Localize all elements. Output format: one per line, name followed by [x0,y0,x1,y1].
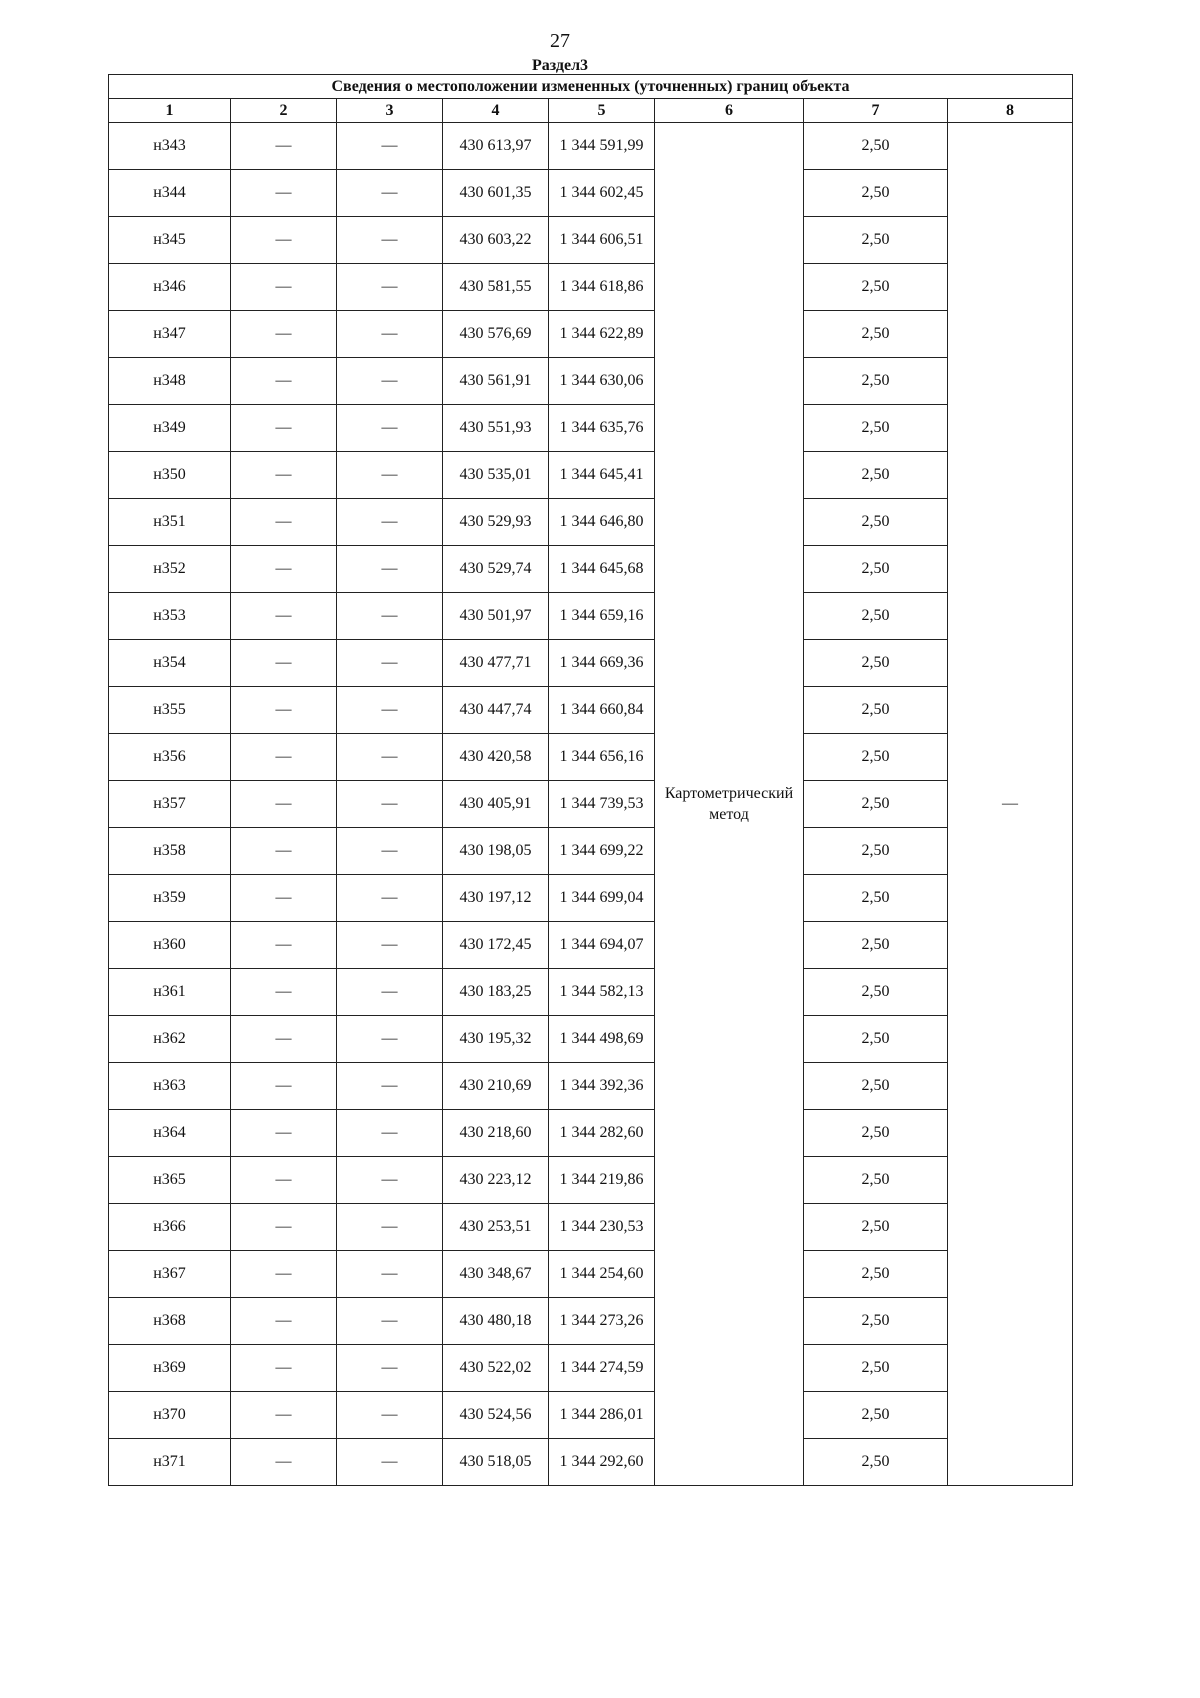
point-name-cell: н362 [109,1016,231,1063]
y-coordinate-cell: 1 344 694,07 [549,922,655,969]
table-row [109,217,1073,264]
table-row [109,875,1073,922]
table-row [109,1110,1073,1157]
column-3-cell: — [337,1439,443,1486]
column-header: 8 [948,99,1073,123]
accuracy-cell: 2,50 [804,781,948,828]
column-3-cell: — [337,1157,443,1204]
column-3-cell: — [337,405,443,452]
column-2-cell: — [231,1251,337,1298]
table-row [109,1298,1073,1345]
point-name-cell: н370 [109,1392,231,1439]
accuracy-cell: 2,50 [804,1439,948,1486]
column-2-cell: — [231,875,337,922]
column-2-cell: — [231,1439,337,1486]
section-title: Раздел3 [531,57,589,74]
column-2-cell: — [231,969,337,1016]
table-caption: Сведения о местоположении измененных (уточненных) границ объекта [109,75,1073,99]
table-row [109,546,1073,593]
accuracy-cell: 2,50 [804,1157,948,1204]
column-2-cell: — [231,452,337,499]
point-name-cell: н366 [109,1204,231,1251]
point-name-cell: н345 [109,217,231,264]
point-name-cell: н361 [109,969,231,1016]
column-3-cell: — [337,452,443,499]
column-3-cell: — [337,781,443,828]
table-row [109,1063,1073,1110]
y-coordinate-cell: 1 344 273,26 [549,1298,655,1345]
column-header: 7 [804,99,948,123]
y-coordinate-cell: 1 344 635,76 [549,405,655,452]
accuracy-cell: 2,50 [804,123,948,170]
table-row [109,640,1073,687]
accuracy-cell: 2,50 [804,452,948,499]
column-3-cell: — [337,1392,443,1439]
point-name-cell: н359 [109,875,231,922]
column-3-cell: — [337,546,443,593]
y-coordinate-cell: 1 344 230,53 [549,1204,655,1251]
point-name-cell: н348 [109,358,231,405]
accuracy-cell: 2,50 [804,828,948,875]
accuracy-cell: 2,50 [804,217,948,264]
column-3-cell: — [337,170,443,217]
x-coordinate-cell: 430 210,69 [443,1063,549,1110]
accuracy-cell: 2,50 [804,311,948,358]
point-name-cell: н349 [109,405,231,452]
x-coordinate-cell: 430 518,05 [443,1439,549,1486]
column-3-cell: — [337,1063,443,1110]
column-2-cell: — [231,217,337,264]
x-coordinate-cell: 430 477,71 [443,640,549,687]
y-coordinate-cell: 1 344 254,60 [549,1251,655,1298]
point-name-cell: н364 [109,1110,231,1157]
column-2-cell: — [231,828,337,875]
y-coordinate-cell: 1 344 645,68 [549,546,655,593]
column-3-cell: — [337,499,443,546]
x-coordinate-cell: 430 522,02 [443,1345,549,1392]
column-2-cell: — [231,1298,337,1345]
point-name-cell: н344 [109,170,231,217]
accuracy-cell: 2,50 [804,1392,948,1439]
column-2-cell: — [231,922,337,969]
accuracy-cell: 2,50 [804,1298,948,1345]
column-2-cell: — [231,1016,337,1063]
table-row [109,1392,1073,1439]
x-coordinate-cell: 430 601,35 [443,170,549,217]
y-coordinate-cell: 1 344 286,01 [549,1392,655,1439]
y-coordinate-cell: 1 344 618,86 [549,264,655,311]
x-coordinate-cell: 430 223,12 [443,1157,549,1204]
accuracy-cell: 2,50 [804,499,948,546]
column-3-cell: — [337,311,443,358]
accuracy-cell: 2,50 [804,358,948,405]
table-row [109,593,1073,640]
table-row [109,1157,1073,1204]
y-coordinate-cell: 1 344 669,36 [549,640,655,687]
column-2-cell: — [231,546,337,593]
method-cell: Картометрический метод [655,123,804,1486]
column-3-cell: — [337,1204,443,1251]
accuracy-cell: 2,50 [804,170,948,217]
column-2-cell: — [231,264,337,311]
table-row [109,828,1073,875]
x-coordinate-cell: 430 253,51 [443,1204,549,1251]
column-3-cell: — [337,593,443,640]
table-row [109,969,1073,1016]
accuracy-cell: 2,50 [804,1345,948,1392]
column-2-cell: — [231,311,337,358]
x-coordinate-cell: 430 183,25 [443,969,549,1016]
x-coordinate-cell: 430 501,97 [443,593,549,640]
column-3-cell: — [337,687,443,734]
table-row [109,452,1073,499]
accuracy-cell: 2,50 [804,734,948,781]
y-coordinate-cell: 1 344 739,53 [549,781,655,828]
point-name-cell: н353 [109,593,231,640]
x-coordinate-cell: 430 480,18 [443,1298,549,1345]
point-name-cell: н346 [109,264,231,311]
y-coordinate-cell: 1 344 660,84 [549,687,655,734]
column-3-cell: — [337,123,443,170]
column-2-cell: — [231,1204,337,1251]
column-3-cell: — [337,969,443,1016]
point-name-cell: н351 [109,499,231,546]
column-2-cell: — [231,499,337,546]
y-coordinate-cell: 1 344 656,16 [549,734,655,781]
column-3-cell: — [337,1110,443,1157]
point-name-cell: н357 [109,781,231,828]
column-header: 3 [337,99,443,123]
table-row [109,264,1073,311]
column-header: 1 [109,99,231,123]
point-name-cell: н352 [109,546,231,593]
column-2-cell: — [231,593,337,640]
accuracy-cell: 2,50 [804,922,948,969]
column-2-cell: — [231,358,337,405]
y-coordinate-cell: 1 344 219,86 [549,1157,655,1204]
x-coordinate-cell: 430 524,56 [443,1392,549,1439]
x-coordinate-cell: 430 172,45 [443,922,549,969]
column-3-cell: — [337,640,443,687]
column-3-cell: — [337,217,443,264]
column-3-cell: — [337,875,443,922]
column-2-cell: — [231,1157,337,1204]
column-3-cell: — [337,922,443,969]
column-8-cell: — [948,123,1073,1486]
y-coordinate-cell: 1 344 392,36 [549,1063,655,1110]
accuracy-cell: 2,50 [804,969,948,1016]
column-2-cell: — [231,1345,337,1392]
y-coordinate-cell: 1 344 582,13 [549,969,655,1016]
table-row [109,1016,1073,1063]
column-2-cell: — [231,1392,337,1439]
accuracy-cell: 2,50 [804,875,948,922]
point-name-cell: н356 [109,734,231,781]
accuracy-cell: 2,50 [804,405,948,452]
accuracy-cell: 2,50 [804,1016,948,1063]
table-row [109,123,1073,170]
y-coordinate-cell: 1 344 699,22 [549,828,655,875]
x-coordinate-cell: 430 529,74 [443,546,549,593]
column-3-cell: — [337,1016,443,1063]
accuracy-cell: 2,50 [804,1251,948,1298]
column-2-cell: — [231,781,337,828]
column-3-cell: — [337,358,443,405]
x-coordinate-cell: 430 447,74 [443,687,549,734]
accuracy-cell: 2,50 [804,1110,948,1157]
y-coordinate-cell: 1 344 645,41 [549,452,655,499]
accuracy-cell: 2,50 [804,593,948,640]
y-coordinate-cell: 1 344 659,16 [549,593,655,640]
point-name-cell: н367 [109,1251,231,1298]
column-2-cell: — [231,123,337,170]
x-coordinate-cell: 430 561,91 [443,358,549,405]
table-row [109,687,1073,734]
column-3-cell: — [337,734,443,781]
boundary-coordinates-table [108,74,1073,1486]
table-row [109,1439,1073,1486]
x-coordinate-cell: 430 197,12 [443,875,549,922]
table-row [109,734,1073,781]
accuracy-cell: 2,50 [804,687,948,734]
column-3-cell: — [337,1345,443,1392]
column-2-cell: — [231,687,337,734]
table-row [109,405,1073,452]
x-coordinate-cell: 430 218,60 [443,1110,549,1157]
table-row [109,1251,1073,1298]
accuracy-cell: 2,50 [804,640,948,687]
x-coordinate-cell: 430 551,93 [443,405,549,452]
point-name-cell: н371 [109,1439,231,1486]
column-header: 4 [443,99,549,123]
point-name-cell: н365 [109,1157,231,1204]
y-coordinate-cell: 1 344 602,45 [549,170,655,217]
column-2-cell: — [231,734,337,781]
column-2-cell: — [231,1063,337,1110]
x-coordinate-cell: 430 529,93 [443,499,549,546]
column-2-cell: — [231,640,337,687]
x-coordinate-cell: 430 348,67 [443,1251,549,1298]
y-coordinate-cell: 1 344 591,99 [549,123,655,170]
y-coordinate-cell: 1 344 282,60 [549,1110,655,1157]
column-header: 5 [549,99,655,123]
y-coordinate-cell: 1 344 498,69 [549,1016,655,1063]
table-row [109,1204,1073,1251]
point-name-cell: н368 [109,1298,231,1345]
x-coordinate-cell: 430 613,97 [443,123,549,170]
column-3-cell: — [337,828,443,875]
y-coordinate-cell: 1 344 646,80 [549,499,655,546]
point-name-cell: н369 [109,1345,231,1392]
point-name-cell: н347 [109,311,231,358]
column-header: 2 [231,99,337,123]
column-2-cell: — [231,170,337,217]
point-name-cell: н355 [109,687,231,734]
table-row [109,1345,1073,1392]
y-coordinate-cell: 1 344 292,60 [549,1439,655,1486]
x-coordinate-cell: 430 576,69 [443,311,549,358]
point-name-cell: н343 [109,123,231,170]
accuracy-cell: 2,50 [804,1204,948,1251]
accuracy-cell: 2,50 [804,264,948,311]
table-row [109,170,1073,217]
x-coordinate-cell: 430 603,22 [443,217,549,264]
y-coordinate-cell: 1 344 274,59 [549,1345,655,1392]
y-coordinate-cell: 1 344 630,06 [549,358,655,405]
column-2-cell: — [231,1110,337,1157]
x-coordinate-cell: 430 581,55 [443,264,549,311]
x-coordinate-cell: 430 195,32 [443,1016,549,1063]
point-name-cell: н354 [109,640,231,687]
x-coordinate-cell: 430 535,01 [443,452,549,499]
column-3-cell: — [337,264,443,311]
column-3-cell: — [337,1251,443,1298]
page-number: 27 [550,30,570,52]
y-coordinate-cell: 1 344 606,51 [549,217,655,264]
x-coordinate-cell: 430 405,91 [443,781,549,828]
point-name-cell: н363 [109,1063,231,1110]
x-coordinate-cell: 430 420,58 [443,734,549,781]
table-row [109,311,1073,358]
column-3-cell: — [337,1298,443,1345]
y-coordinate-cell: 1 344 699,04 [549,875,655,922]
point-name-cell: н350 [109,452,231,499]
column-2-cell: — [231,405,337,452]
y-coordinate-cell: 1 344 622,89 [549,311,655,358]
column-header: 6 [655,99,804,123]
point-name-cell: н360 [109,922,231,969]
accuracy-cell: 2,50 [804,1063,948,1110]
table-row [109,781,1073,828]
x-coordinate-cell: 430 198,05 [443,828,549,875]
accuracy-cell: 2,50 [804,546,948,593]
point-name-cell: н358 [109,828,231,875]
table-row [109,499,1073,546]
table-row [109,922,1073,969]
table-row [109,358,1073,405]
